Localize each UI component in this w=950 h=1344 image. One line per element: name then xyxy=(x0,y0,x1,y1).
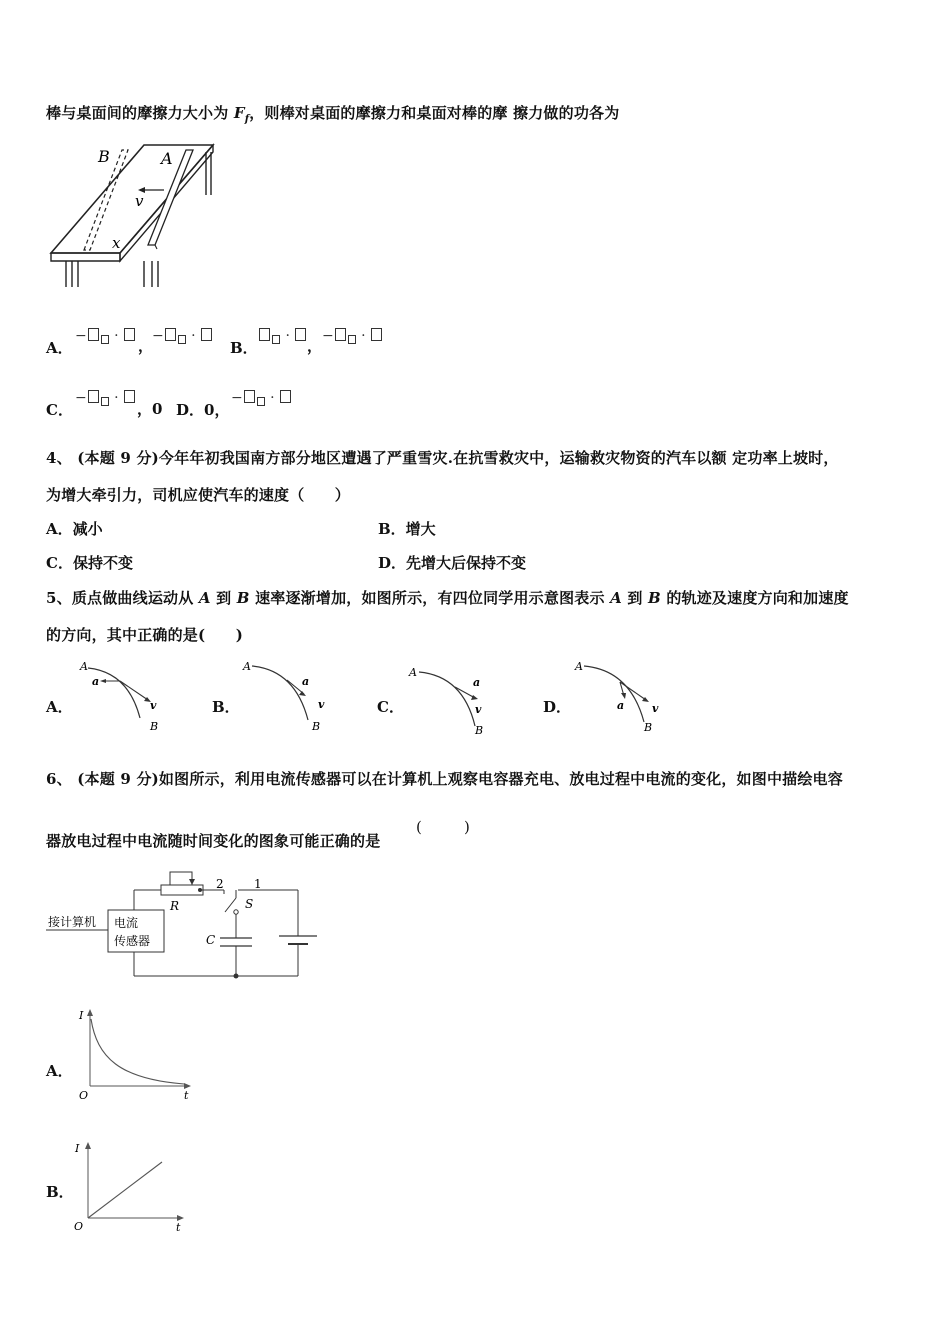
q6-label-1: 1 xyxy=(254,877,262,891)
q6-graph-a-axis-t: t xyxy=(184,1089,189,1102)
q3-option-c-tail: ，0 xyxy=(137,400,163,418)
q3-label-A: A xyxy=(161,149,173,168)
q6-label-2: 2 xyxy=(216,877,224,891)
q3-label-x: x xyxy=(112,234,121,252)
q5-point-B: B xyxy=(236,589,250,607)
q5-stem-line2: 的方向，其中正确的是( ) xyxy=(46,626,243,644)
q5-stem-part-a: 5、质点做曲线运动从 xyxy=(46,589,199,607)
q6-option-b[interactable]: B． xyxy=(46,1183,74,1201)
q5-option-c[interactable]: C． xyxy=(377,698,404,716)
q3-option-a[interactable] xyxy=(46,337,73,358)
q5-figure-d xyxy=(572,660,667,735)
q5-stem-part-b: 到 xyxy=(210,589,237,607)
q5-fig-b-label-B: B xyxy=(312,720,321,733)
q6-sensor-label-2: 传感器 xyxy=(114,934,151,948)
q3-option-c-label: C． xyxy=(46,401,73,419)
q5-fig-d-label-v: v xyxy=(652,702,659,715)
q3-stem-suffix: ，则棒对桌面的摩擦力和桌面对棒的摩 擦力做的功各为 xyxy=(249,104,620,122)
q6-sensor-label-1: 电流 xyxy=(114,916,139,930)
q6-graph-b-axis-I: I xyxy=(75,1142,80,1155)
q3-option-b-label: B． xyxy=(230,339,258,357)
q5-fig-b-label-A: A xyxy=(243,660,251,673)
q5-fig-b-label-a: a xyxy=(302,675,310,688)
q5-figure-a xyxy=(78,660,168,735)
q3-option-c[interactable] xyxy=(46,399,73,420)
q5-stem-part-e: 的轨迹及速度方向和加速度 xyxy=(660,589,849,607)
q5-fig-a-label-v: v xyxy=(150,699,157,712)
q5-stem-line1 xyxy=(46,587,849,608)
q6-option-a[interactable]: A． xyxy=(46,1062,73,1080)
q6-paren-close: ) xyxy=(464,818,470,836)
q6-stem-line1: 6、 (本题 9 分)如图所示，利用电流传感器可以在计算机上观察电容器充电、放电过程中电流的变化，如图中描绘电容 xyxy=(46,770,843,788)
q6-circuit-diagram xyxy=(46,868,326,980)
q6-graph-b xyxy=(72,1138,197,1238)
q5-stem-part-c: 速率逐渐增加，如图所示，有四位同学用示意图表示 xyxy=(249,589,611,607)
q6-label-S: S xyxy=(245,897,254,911)
q4-option-a[interactable]: A．减小 xyxy=(46,520,103,538)
q5-fig-a-label-A: A xyxy=(80,660,88,673)
q3-force-sub: f xyxy=(244,114,250,125)
q5-option-d[interactable]: D． xyxy=(543,698,572,716)
q3-option-a-formula: − · xyxy=(75,328,136,344)
q3-option-c-formula: − · xyxy=(75,390,136,406)
q3-label-v: v xyxy=(135,192,144,210)
q3-stem xyxy=(46,102,619,125)
q3-option-b[interactable] xyxy=(230,337,258,358)
q3-option-d-label: D．0， xyxy=(176,401,230,419)
q5-fig-c-label-a: a xyxy=(473,676,481,689)
q3-option-a-label: A． xyxy=(46,339,73,357)
q5-fig-a-label-B: B xyxy=(150,720,159,733)
q5-option-a[interactable]: A． xyxy=(46,698,73,716)
q5-fig-d-label-B: B xyxy=(644,721,653,734)
q3-option-a-sep: ， xyxy=(138,337,154,355)
q6-graph-a xyxy=(74,1005,199,1105)
q5-stem-part-d: 到 xyxy=(621,589,648,607)
q4-stem-line1: 4、 (本题 9 分)今年年初我国南方部分地区遭遇了严重雪灾.在抗雪救灾中，运输救灾物资的汽车以额 定功率上坡时， xyxy=(46,449,839,467)
q5-point-A-2: A xyxy=(610,589,622,607)
q5-fig-d-label-a: a xyxy=(617,699,625,712)
q5-point-A: A xyxy=(198,589,211,607)
q3-force-symbol: F xyxy=(233,104,245,122)
q4-option-c[interactable]: C．保持不变 xyxy=(46,554,133,572)
q5-point-B-2: B xyxy=(648,589,661,607)
q3-option-a-formula-2: − · xyxy=(152,328,213,344)
q5-fig-b-label-v: v xyxy=(318,698,325,711)
q5-fig-c-label-A: A xyxy=(409,666,417,679)
q5-figure-c xyxy=(405,664,500,739)
q3-option-b-sep: ， xyxy=(307,337,323,355)
q6-label-R: R xyxy=(170,899,180,913)
q3-option-d-formula: − · xyxy=(231,390,292,406)
q4-stem-line2: 为增大牵引力，司机应使汽车的速度（ ） xyxy=(46,486,351,504)
q5-figure-b xyxy=(240,660,335,735)
q3-label-B: B xyxy=(98,147,110,166)
q3-table-figure xyxy=(46,140,221,290)
q5-option-b[interactable]: B． xyxy=(212,698,240,716)
q6-stem-line2: 器放电过程中电流随时间变化的图象可能正确的是 xyxy=(46,832,381,850)
q5-fig-c-label-B: B xyxy=(475,724,484,737)
q6-graph-b-axis-t: t xyxy=(176,1221,181,1234)
q6-graph-a-axis-I: I xyxy=(79,1009,84,1022)
q3-option-b-formula-2: − · xyxy=(322,328,383,344)
q4-option-b[interactable]: B．增大 xyxy=(378,520,436,538)
q3-option-b-formula: · xyxy=(258,328,307,344)
q6-computer-label: 接计算机 xyxy=(48,915,97,929)
q6-graph-a-origin: O xyxy=(79,1089,89,1102)
q5-fig-c-label-v: v xyxy=(475,703,482,716)
q3-stem-prefix: 棒与桌面间的摩擦力大小为 xyxy=(46,104,234,122)
q6-graph-b-origin: O xyxy=(74,1220,84,1233)
q5-fig-d-label-A: A xyxy=(575,660,583,673)
q6-paren-open: ( xyxy=(416,818,422,836)
q4-option-d[interactable]: D．先增大后保持不变 xyxy=(378,554,527,572)
q5-fig-a-label-a: a xyxy=(92,675,100,688)
q6-label-C: C xyxy=(206,933,216,947)
q3-option-d[interactable] xyxy=(176,399,229,420)
